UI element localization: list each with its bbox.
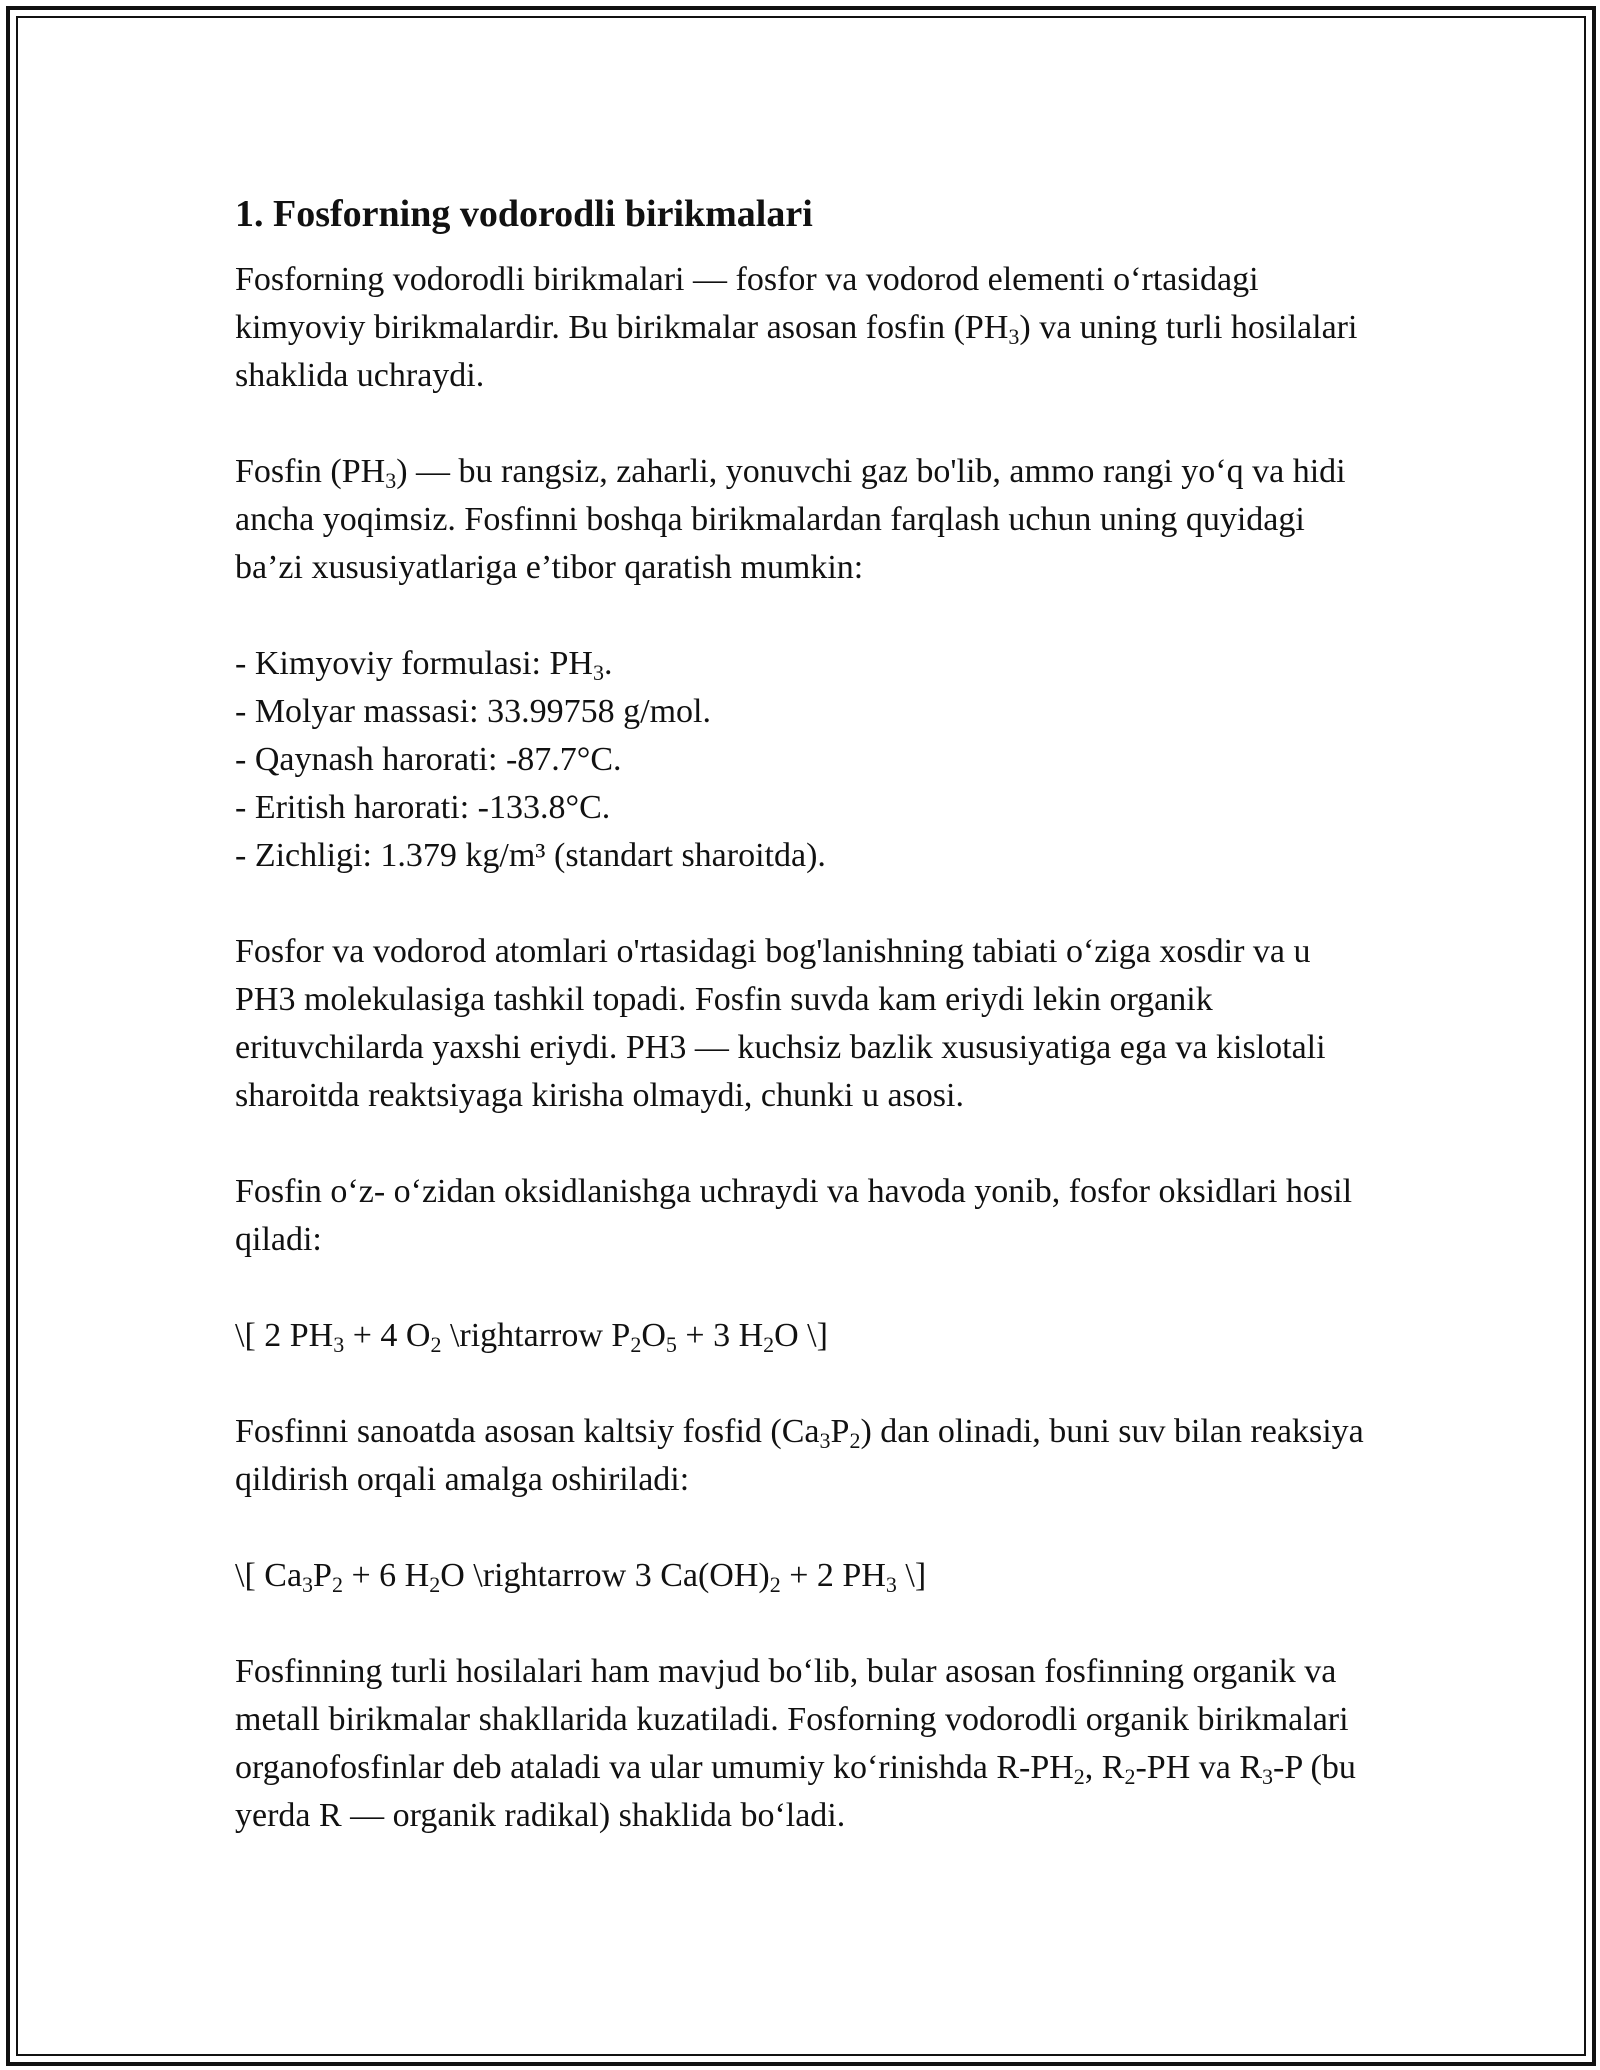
section-heading: 1. Fosforning vodorodli birikmalari (235, 193, 813, 235)
property-boiling-point: - Qaynash harorati: -87.7°C. (235, 741, 622, 778)
property-density: - Zichligi: 1.379 kg/m³ (standart sharoitda). (235, 837, 826, 874)
oxidation-paragraph: Fosfin o‘z- o‘zidan oksidlanishga uchraydi va havoda yonib, fosfor oksidlari hosil qiladi: (235, 1173, 1353, 1258)
hydrolysis-equation: \[ $Ca_3P_2 + 6$ $H_2O$ \rightarrow 3 $Ca(OH)_2 + 2$ $PH_3$ \] (235, 1557, 927, 1597)
combustion-equation: \[ 2 $PH_3 + 4$ $O_2$ \rightarrow $P_2O_5 + 3$ $H_2O$ \] (235, 1317, 828, 1357)
property-molar-mass: - Molyar massasi: 33.99758 g/mol. (235, 693, 711, 730)
properties-list (235, 640, 1365, 880)
bonding-paragraph: Fosfor va vodorod atomlari o'rtasidagi bog'lanishning tabiati o‘ziga xosdir va u PH3 molekulasiga tashkil topadi. Fosfin suvda kam eriydi lekin organik erituvchilarda yaxshi eriydi. PH3 — kuchsiz bazlik xususiyatiga ega va kislotali sharoitda reaktsiyaga kirisha olmaydi, chunki u asosi. (235, 933, 1326, 1114)
intro-paragraph: Fosforning vodorodli birikmalari — fosfor va vodorod elementi o‘rtasidagi kimyoviy birikmalardir. Bu birikmalar asosan fosfin $(PH_3)$ va uning turli hosilalari shaklida uchraydi. (235, 261, 1358, 394)
property-melting-point: - Eritish harorati: -133.8°C. (235, 789, 611, 826)
derivatives-paragraph: Fosfinning turli hosilalari ham mavjud bo‘lib, bular asosan fosfinning organik va metall birikmalar shakllarida kuzatiladi. Fosforning vodorodli organik birikmalari organofosfinlar deb ataladi va ular umumiy ko‘rinishda $R-PH_2$, $R_2-PH$ va $R_3-P$ (bu yerda R — organik radikal) shaklida bo‘ladi. (235, 1653, 1356, 1834)
industrial-production-paragraph: Fosfinni sanoatda asosan kaltsiy fosfid $(Ca_3P_2)$ dan olinadi, buni suv bilan reaksiya qildirish orqali amalga oshiriladi: (235, 1413, 1364, 1498)
document-body (235, 184, 1365, 1888)
phosphine-description-paragraph: Fosfin $(PH_3)$ — bu rangsiz, zaharli, yonuvchi gaz bo'lib, ammo rangi yo‘q va hidi ancha yoqimsiz. Fosfinni boshqa birikmalardan farqlash uchun uning quyidagi ba’zi xususiyatlariga e’tibor qaratish mumkin: (235, 453, 1346, 586)
property-formula: - Kimyoviy formulasi: $PH_3$. (235, 645, 613, 685)
